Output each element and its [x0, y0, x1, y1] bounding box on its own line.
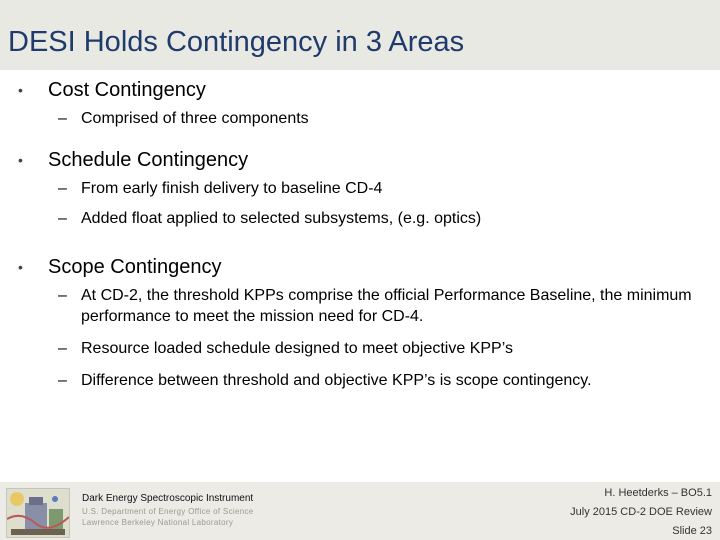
- dash-marker: –: [58, 210, 67, 227]
- bullet-cost-contingency: [18, 78, 206, 102]
- desi-logo-icon: [6, 488, 70, 538]
- bullet-text: Scope Contingency: [48, 256, 222, 278]
- dash-marker: –: [58, 372, 67, 389]
- footer-lbnl: Lawrence Berkeley National Laboratory: [82, 518, 234, 527]
- dash-marker: –: [58, 287, 67, 304]
- subitem-text: From early finish delivery to baseline CD-4: [81, 180, 383, 197]
- bullet-scope-contingency: [18, 255, 222, 279]
- bullet-marker: •: [18, 259, 23, 275]
- subitem: [58, 285, 701, 327]
- footer-author: H. Heetderks – BO5.1: [604, 487, 712, 499]
- bullet-text: Cost Contingency: [48, 79, 206, 101]
- title-bar: [0, 0, 720, 70]
- footer-slide-number: Slide 23: [672, 525, 712, 537]
- bullet-schedule-contingency: [18, 148, 249, 172]
- subitem: [58, 370, 701, 391]
- subitem: [58, 208, 701, 229]
- footer-doe-office: U.S. Department of Energy Office of Science: [82, 507, 254, 516]
- footer-project-name: Dark Energy Spectroscopic Instrument: [82, 493, 254, 504]
- subitem: [58, 178, 701, 199]
- dash-marker: –: [58, 110, 67, 127]
- subitem: [58, 338, 701, 359]
- footer-review: July 2015 CD-2 DOE Review: [570, 506, 712, 518]
- slide-title: DESI Holds Contingency in 3 Areas: [8, 26, 465, 58]
- dash-marker: –: [58, 340, 67, 357]
- subitem-text: At CD-2, the threshold KPPs comprise the official Performance Baseline, the minimum performance to meet the mission need for CD-4.: [81, 287, 692, 325]
- subitem: [58, 108, 701, 129]
- subitem-text: Added float applied to selected subsystems, (e.g. optics): [81, 210, 482, 227]
- bullet-marker: •: [18, 152, 23, 168]
- bullet-marker: •: [18, 82, 23, 98]
- dash-marker: –: [58, 180, 67, 197]
- subitem-text: Comprised of three components: [81, 110, 309, 127]
- subitem-text: Resource loaded schedule designed to meet objective KPP’s: [81, 340, 513, 357]
- bullet-text: Schedule Contingency: [48, 149, 249, 171]
- desi-logo-graphic: [7, 489, 69, 537]
- subitem-text: Difference between threshold and objective KPP’s is scope contingency.: [81, 372, 592, 389]
